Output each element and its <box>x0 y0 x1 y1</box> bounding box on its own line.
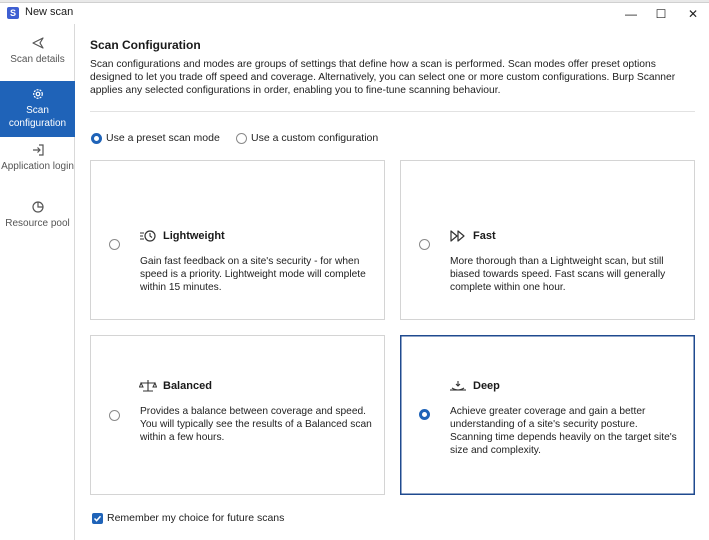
sidebar-item-scan-details[interactable] <box>0 36 75 86</box>
page-title: Scan Configuration <box>90 38 201 52</box>
card-title: Fast <box>473 230 496 242</box>
check-icon <box>93 514 102 523</box>
gear-icon <box>31 87 45 101</box>
remember-choice-label: Remember my choice for future scans <box>107 512 285 524</box>
card-title: Balanced <box>163 380 212 392</box>
card-header <box>139 229 225 243</box>
custom-config-label: Use a custom configuration <box>251 132 379 144</box>
scan-mode-card-lightweight[interactable] <box>90 160 385 320</box>
arrow-target-icon <box>31 36 45 50</box>
clock-speed-icon <box>139 229 157 243</box>
custom-config-radio[interactable] <box>236 132 378 144</box>
card-radio[interactable] <box>419 239 430 250</box>
scan-mode-card-balanced[interactable] <box>90 335 385 495</box>
card-description: More thorough than a Lightweight scan, but still biased towards speed. Fast scans will generally complete within one hour. <box>450 256 666 293</box>
sidebar-item-label: Application login <box>1 161 74 172</box>
radio-selected <box>91 133 102 144</box>
close-button[interactable]: ✕ <box>687 6 699 21</box>
remember-choice-checkbox[interactable] <box>92 512 284 524</box>
sidebar-item-label: Resource pool <box>5 218 70 229</box>
card-description: Gain fast feedback on a site's security - for when speed is a priority. Lightweight mode will complete within 15 minutes. <box>140 256 366 293</box>
radio-unselected <box>236 133 247 144</box>
sidebar-item-scan-configuration[interactable] <box>0 81 75 137</box>
title-bar <box>0 3 709 24</box>
page-description: Scan configurations and modes are groups of settings that define how a scan is performed. Scan modes offer preset options designed to let you trade off speed and coverage. Alternatively, you can select one or more custom configurations. Burp Scanner applies any selected configurations in order, enabling you to fine-tune scanning behaviour. <box>90 59 676 96</box>
scan-mode-card-fast[interactable] <box>400 160 695 320</box>
checkbox-checked <box>92 513 103 524</box>
card-radio[interactable] <box>419 409 430 420</box>
card-header <box>139 379 212 393</box>
card-title: Lightweight <box>163 230 225 242</box>
main-panel <box>76 24 709 540</box>
card-title: Deep <box>473 380 500 392</box>
sidebar-item-label: Scan configuration <box>8 105 67 129</box>
sidebar-item-label: Scan details <box>10 54 65 65</box>
window-title: New scan <box>25 6 74 18</box>
card-description: Achieve greater coverage and gain a better understanding of a site's security posture. Scanning time depends heavily on the target site's size and complexity. <box>450 406 677 456</box>
fast-forward-icon <box>449 229 467 243</box>
sidebar-item-application-login[interactable] <box>0 143 75 199</box>
minimize-button[interactable]: — <box>625 6 637 21</box>
scan-mode-card-deep[interactable] <box>400 335 695 495</box>
app-icon: S <box>7 7 19 19</box>
card-radio[interactable] <box>109 410 120 421</box>
sidebar-item-resource-pool[interactable] <box>0 200 75 256</box>
balance-scale-icon <box>139 379 157 393</box>
divider <box>90 111 695 112</box>
card-header <box>449 229 496 243</box>
deep-dive-icon <box>449 379 467 393</box>
preset-mode-label: Use a preset scan mode <box>106 132 220 144</box>
card-description: Provides a balance between coverage and speed. You will typically see the results of a Balanced scan within a few hours. <box>140 406 372 443</box>
login-icon <box>31 143 45 157</box>
pie-icon <box>31 200 45 214</box>
card-header <box>449 379 500 393</box>
sidebar <box>0 24 75 540</box>
maximize-button[interactable]: ☐ <box>655 6 667 21</box>
preset-mode-radio[interactable] <box>91 132 220 144</box>
card-radio[interactable] <box>109 239 120 250</box>
